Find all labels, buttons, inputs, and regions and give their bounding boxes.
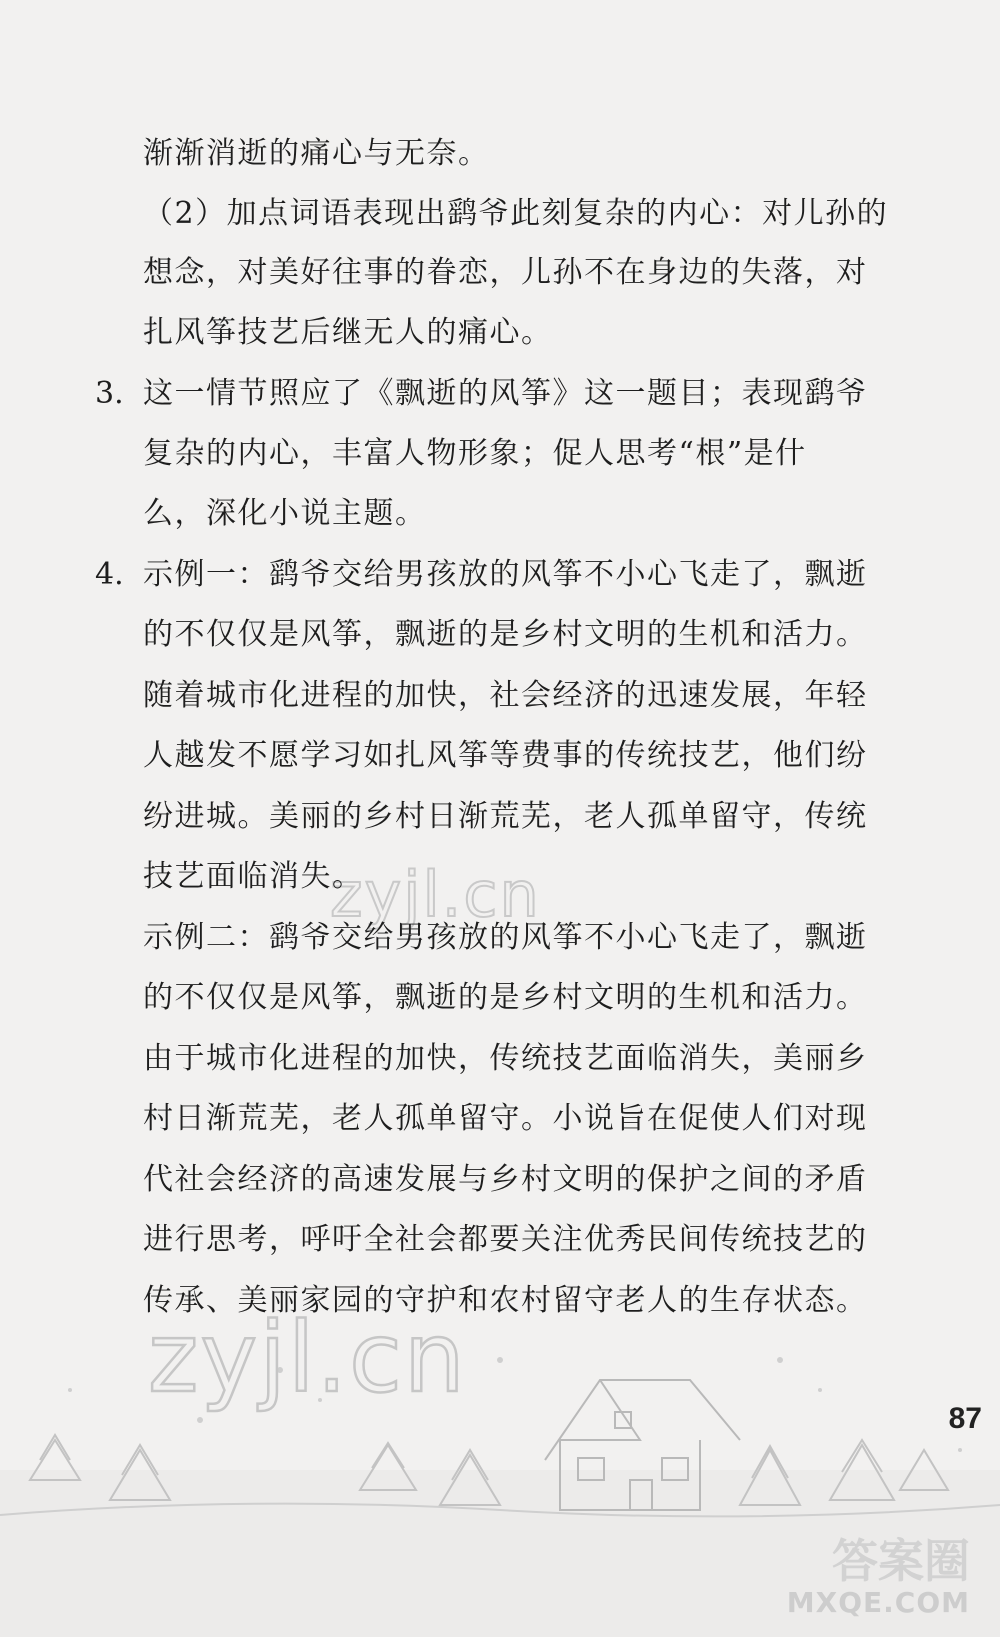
text-line: 想念，对美好往事的眷恋，儿孙不在身边的失落，对 <box>143 255 868 290</box>
text-line: 示例二：鹞爷交给男孩放的风筝不小心飞走了，飘逝 <box>143 920 868 955</box>
site-stamp-logo <box>787 1536 970 1619</box>
watermark-text-large: zyjl.cn <box>148 1302 467 1414</box>
text-line: 代社会经济的高速发展与乡村文明的保护之间的矛盾 <box>143 1162 868 1197</box>
text-line: 扎风筝技艺后继无人的痛心。 <box>143 315 553 350</box>
text-line: 纷进城。美丽的乡村日渐荒芜，老人孤单留守，传统 <box>143 799 868 834</box>
stamp-url-text: MXQE.COM <box>786 1586 970 1619</box>
text-line: 随着城市化进程的加快，社会经济的迅速发展，年轻 <box>143 678 868 713</box>
text-line: 么，深化小说主题。 <box>143 496 427 531</box>
item-number: 3. <box>95 376 124 411</box>
watermark-text: zyjl.cn <box>330 858 541 931</box>
text-line: 复杂的内心，丰富人物形象；促人思考“根”是什 <box>143 436 807 471</box>
text-line: 技艺面临消失。 <box>143 859 364 894</box>
text-line: 进行思考，呼吁全社会都要关注优秀民间传统技艺的 <box>143 1222 868 1257</box>
stamp-chinese-text: 答案圈 <box>832 1534 970 1588</box>
text-line: 的不仅仅是风筝，飘逝的是乡村文明的生机和活力。 <box>143 617 868 652</box>
item-number: 4. <box>95 557 124 592</box>
text-line: 村日渐荒芜，老人孤单留守。小说旨在促使人们对现 <box>143 1101 868 1136</box>
text-line: 示例一：鹞爷交给男孩放的风筝不小心飞走了，飘逝 <box>143 557 868 592</box>
text-line: 人越发不愿学习如扎风筝等费事的传统技艺，他们纷 <box>143 738 868 773</box>
text-line: 传承、美丽家园的守护和农村留守老人的生存状态。 <box>143 1283 868 1318</box>
text-line: （2）加点词语表现出鹞爷此刻复杂的内心：对儿孙的 <box>143 196 889 231</box>
text-line: 这一情节照应了《飘逝的风筝》这一题目；表现鹞爷 <box>143 376 868 411</box>
page-number: 87 <box>948 1402 982 1435</box>
text-line: 渐渐消逝的痛心与无奈。 <box>143 136 490 171</box>
text-line: 由于城市化进程的加快，传统技艺面临消失，美丽乡 <box>143 1041 868 1076</box>
text-line: 的不仅仅是风筝，飘逝的是乡村文明的生机和活力。 <box>143 980 868 1015</box>
